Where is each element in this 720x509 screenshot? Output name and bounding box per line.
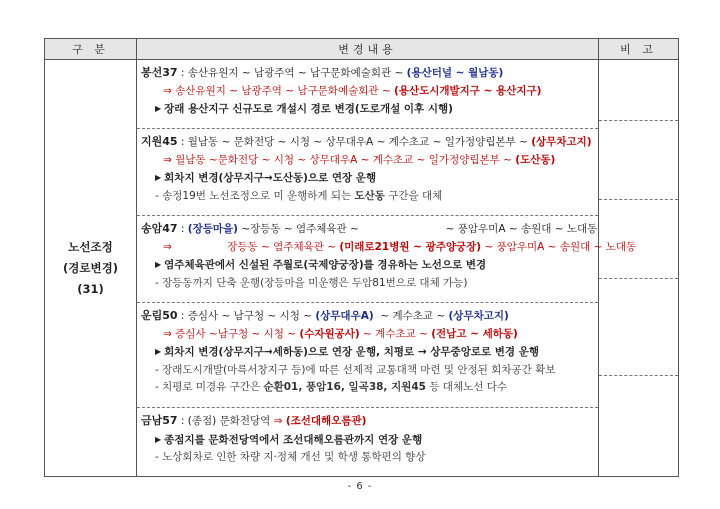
route-new-line: [141, 326, 598, 344]
route-note-line-2: [141, 379, 598, 397]
route-point-line: [141, 343, 598, 362]
route-old-tag: (상무차고지): [531, 136, 592, 148]
dash-bullet: -: [155, 451, 159, 463]
route-name: 지원45: [141, 135, 178, 148]
arrow-icon: ⇒: [273, 415, 283, 427]
dash-bullet: -: [155, 276, 159, 289]
category-count: (31): [77, 281, 104, 296]
category-cell: [45, 60, 137, 477]
category-subtitle: (경로변경): [63, 260, 118, 275]
route-new-tag: (미래로21병원 ~ 광주양궁장): [339, 240, 482, 253]
header-changes: 변경내용: [137, 39, 599, 60]
route-block-jiwon45: [137, 129, 598, 216]
route-new-path: 월남동 ~문화전당 ~ 시청 ~ 상무대우A ~ 계수초교 ~ 일가정양립본부 ~: [171, 153, 516, 166]
route-point-line: [141, 431, 598, 450]
route-point: 회차지 변경(상무지구→세하동)으로 연장 운행, 치평로 → 상무중앙로로 변경 운행: [164, 346, 540, 358]
arrow-icon: ⇒: [163, 84, 172, 97]
route-old-path: : 증심사 ~ 남구청 ~ 시청 ~: [177, 310, 316, 322]
dash-bullet: -: [155, 363, 159, 376]
route-point-line: [141, 100, 598, 119]
remarks-cell: [599, 60, 679, 477]
route-old-tag: (용산터널 ~ 월남동): [406, 67, 504, 79]
route-new-tag-2: (전남고 ~ 세하동): [431, 327, 518, 340]
route-note: 장등동까지 단축 운행(장등마을 미운행은 두암81번으로 대체 가능): [162, 276, 468, 289]
route-new-path: 증심사 ~남구청 ~ 시청 ~: [171, 327, 300, 340]
route-old-path: : 송산유원지 ~ 남광주역 ~ 남구문화예술회관 ~: [177, 67, 407, 79]
table-header-row: [45, 39, 679, 60]
route-point: 종점지를 문화전당역에서 조선대해오름관까지 연장 운행: [164, 433, 423, 446]
route-point-line: [141, 256, 598, 275]
route-note: 송정19번 노선조정으로 미 운행하게 되는: [162, 189, 355, 202]
route-old-line: [141, 412, 598, 431]
route-old-line: [141, 133, 598, 152]
route-point: 염주체육관에서 신설된 주월로(국제양궁장)를 경유하는 노선으로 변경: [164, 259, 487, 271]
route-note-2-emphasis: 순환01, 풍암16, 일곡38, 지원45: [263, 381, 426, 393]
route-note-line: [141, 188, 598, 206]
route-note: 장래도시개발(마륵서창지구 등)에 따른 선제적 교통대책 마련 및 안정된 회차공간 확보: [162, 363, 556, 376]
table-body-row: [45, 60, 679, 477]
route-new-tail: ~ 풍암우미A ~ 송원대 ~ 노대동: [481, 240, 637, 253]
route-new-tag: (수자원공사): [299, 327, 360, 340]
route-new-line: [141, 152, 598, 170]
route-block-songam47: [137, 216, 637, 303]
category-title: 노선조정: [68, 239, 113, 254]
route-new-path: 송산유원지 ~ 남광주역 ~ 남구문화예술회관 ~: [171, 84, 394, 97]
route-old-mid: ~ 계수초교 ~: [373, 310, 449, 322]
changes-cell: [137, 60, 637, 477]
arrow-icon: ⇒: [163, 240, 172, 253]
route-old-line: [141, 220, 598, 239]
route-old-line: [141, 64, 598, 83]
route-old-tag: (장등마을): [187, 223, 238, 235]
route-block-unrim50: [137, 303, 598, 408]
route-name: 금남57: [141, 414, 178, 427]
route-point-line: [141, 169, 598, 188]
route-new-tag: (조선대해오름관): [285, 415, 367, 427]
route-point: 장래 용산지구 신규도로 개설시 경로 변경(도로개설 이후 시행): [164, 103, 453, 115]
route-new-line: [141, 83, 598, 101]
route-note: 노상회차로 인한 차량 지·정체 개선 및 학생 통학편의 향상: [162, 451, 426, 463]
route-old-path: ~장등동 ~ 염주체육관 ~ ~ 풍암우미A ~ 송원대 ~ 노대동: [237, 223, 598, 235]
triangle-bullet-icon: ▶: [155, 173, 162, 182]
route-note-line: [141, 275, 598, 293]
route-block-geumnam57: [137, 408, 598, 476]
route-old-path: : 월남동 ~ 문화전당 ~ 시청 ~ 상무대우A ~ 계수초교 ~ 일가정양립본부 ~: [177, 136, 532, 148]
route-old-path: : (종점) 문화전당역: [177, 415, 274, 427]
route-note-emphasis: 도산동: [354, 189, 385, 202]
route-new-line: [141, 239, 637, 257]
route-old-tag-2: (상무차고지): [448, 310, 509, 322]
triangle-bullet-icon: ▶: [155, 260, 162, 269]
route-old-line: [141, 307, 598, 326]
route-new-tag: (용산도시개발지구 ~ 용산지구): [394, 84, 542, 97]
route-new-path: 장등동 ~ 염주체육관 ~: [223, 240, 340, 253]
triangle-bullet-icon: ▶: [155, 347, 162, 356]
route-name: 운림50: [141, 309, 178, 322]
route-name: 봉선37: [141, 66, 178, 79]
arrow-icon: ⇒: [163, 153, 172, 166]
header-remarks: 비 고: [599, 39, 679, 60]
route-note-2: 치평로 미경유 구간은: [162, 381, 264, 393]
route-note-line: [141, 362, 598, 380]
arrow-icon: ⇒: [163, 327, 172, 340]
dash-bullet: -: [155, 381, 159, 393]
route-old-tag: (상무대우A): [315, 310, 374, 322]
route-note-tail: 구간을 대체: [384, 189, 443, 202]
route-block-bongseon37: [137, 60, 598, 129]
route-name: 송암47: [141, 222, 178, 235]
route-note-line: [141, 449, 598, 467]
route-new-mid: ~ 계수초교 ~: [359, 327, 432, 340]
route-note-2-tail: 등 대체노선 다수: [425, 381, 507, 393]
dash-bullet: -: [155, 189, 159, 202]
route-old-prefix: :: [177, 223, 188, 235]
page-number: - 6 -: [347, 481, 373, 492]
route-change-table: [44, 38, 679, 477]
triangle-bullet-icon: ▶: [155, 104, 162, 113]
route-new-tag: (도산동): [515, 153, 556, 166]
route-point: 회차지 변경(상무지구→도산동)으로 연장 운행: [164, 172, 377, 184]
triangle-bullet-icon: ▶: [155, 434, 162, 444]
header-category: 구 분: [45, 39, 137, 60]
